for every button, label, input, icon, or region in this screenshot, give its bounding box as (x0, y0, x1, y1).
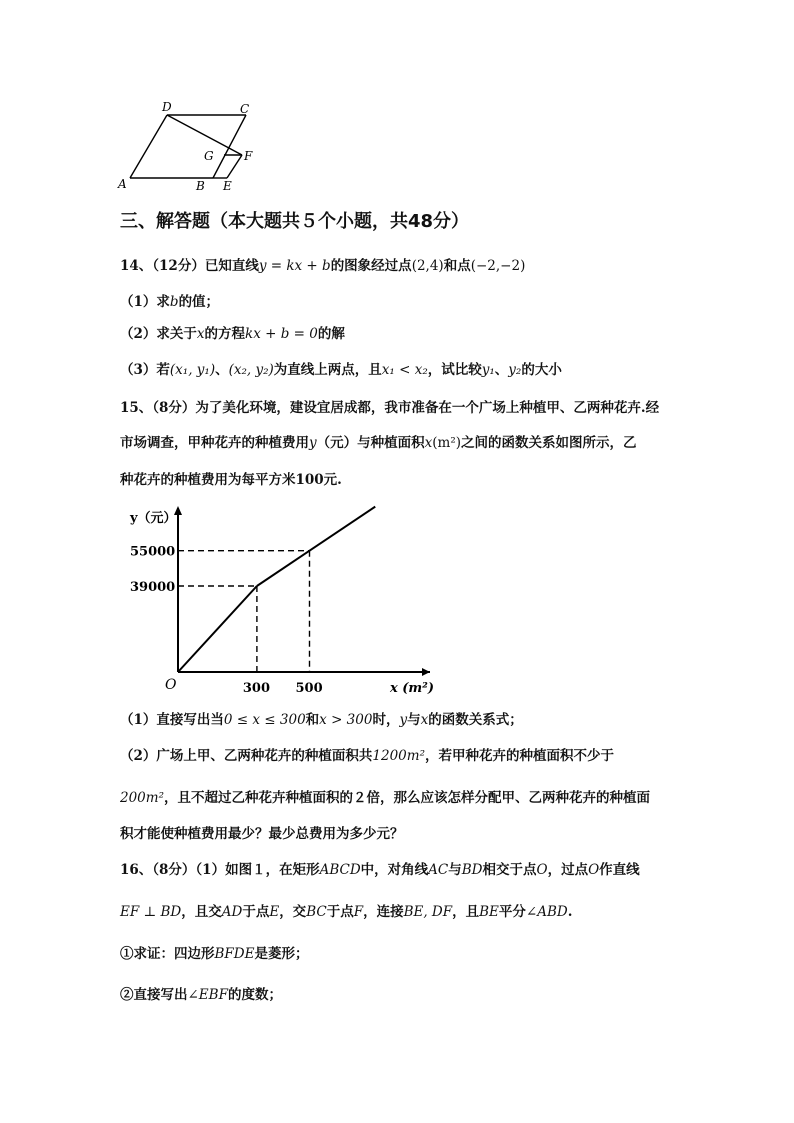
parallelogram-figure (112, 98, 272, 194)
segment-ad (130, 115, 167, 178)
q14-part-2: （2）求关于x的方程kx + b = 0的解 (120, 326, 345, 342)
q15-part-2-end: 积才能使种植费用最少？最少总费用为多少元？ (120, 826, 404, 842)
section-heading: 三、解答题（本大题共５个小题，共48分） (120, 211, 470, 232)
cost-function-chart (112, 500, 442, 700)
series-segment-2 (310, 507, 376, 551)
segment-cb (213, 115, 246, 178)
label-a: A (118, 177, 127, 191)
label-g: G (204, 149, 214, 163)
label-b: B (196, 179, 205, 193)
label-e: E (223, 179, 232, 193)
series-segment-0 (178, 586, 257, 672)
q14-part-1: （1）求b的值； (120, 294, 220, 310)
q15-line-1: 15、（8分）为了美化环境，建设宜居成都，我市准备在一个广场上种植甲、乙两种花卉.经 (120, 400, 660, 416)
y-tick-label-39000: 39000 (130, 580, 176, 596)
series-segment-1 (257, 551, 310, 586)
origin-label: O (165, 677, 177, 693)
label-c: C (240, 102, 250, 116)
q15-line-2: 市场调查，甲种花卉的种植费用y（元）与种植面积x(m²)之间的函数关系如图所示，乙 (120, 435, 637, 451)
q16-sub-1: ①求证：四边形BFDE是菱形； (120, 946, 309, 962)
x-tick-label-300: 300 (242, 681, 271, 696)
q14-part-3: （3）若(x₁, y₁)、(x₂, y₂)为直线上两点，且x₁ < x₂，试比较y₁、y₂的大小 (120, 362, 562, 378)
label-d: D (162, 100, 172, 114)
q16-line-2: EF ⊥ BD，且交AD于点E，交BC于点F，连接BE, DF，且BE平分∠ABD. (120, 904, 573, 920)
label-f: F (244, 149, 253, 163)
q15-part-2: （2）广场上甲、乙两种花卉的种植面积共1200m²，若甲种花卉的种植面积不少于 (120, 748, 614, 764)
x-axis-label: x (m²) (390, 681, 435, 696)
y-tick-label-55000: 55000 (130, 544, 176, 560)
q16-sub-2: ②直接写出∠EBF的度数； (120, 987, 282, 1003)
q16-line-1: 16、（8分）（1）如图１，在矩形ABCD中，对角线AC与BD相交于点O，过点O作直线 (120, 862, 640, 878)
q15-line-3: 种花卉的种植费用为每平方米100元. (120, 472, 342, 488)
x-axis-arrow (422, 668, 430, 676)
q14-intro: 14、（12分）已知直线y = kx + b的图象经过点(2,4)和点(−2,−2) (120, 258, 526, 274)
x-tick-label-500: 500 (295, 681, 323, 696)
y-axis-label: y（元） (130, 511, 177, 526)
q15-part-1: （1）直接写出当0 ≤ x ≤ 300和x > 300时，y与x的函数关系式； (120, 712, 523, 728)
segment-fe (227, 155, 242, 178)
q15-part-2-cont: 200m²，且不超过乙种花卉种植面积的２倍，那么应该怎样分配甲、乙两种花卉的种植面 (120, 790, 650, 806)
